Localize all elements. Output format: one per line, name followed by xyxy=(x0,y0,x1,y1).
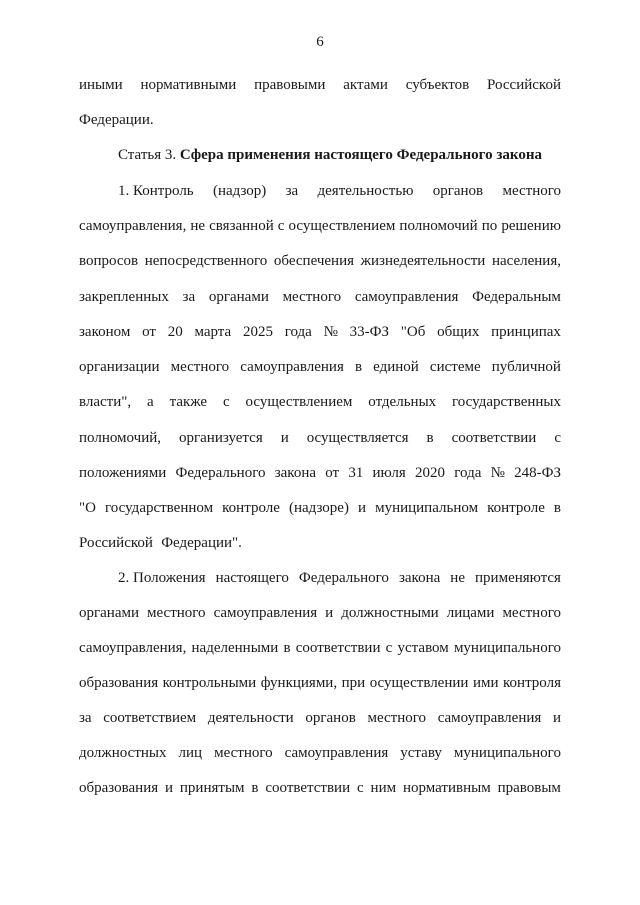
article-heading xyxy=(118,145,542,165)
word: в xyxy=(251,780,259,796)
word: самоуправления, xyxy=(79,640,187,656)
word: и xyxy=(552,710,561,726)
word: осуществлении xyxy=(369,675,469,691)
word: самоуправления xyxy=(284,745,389,761)
word: местного xyxy=(282,289,342,305)
text-line-5 xyxy=(79,251,561,271)
word: с xyxy=(277,218,285,234)
word: организации xyxy=(79,359,160,375)
word: № xyxy=(490,465,505,481)
word: в xyxy=(553,500,561,516)
text-line-15 xyxy=(79,603,561,623)
word: населения, xyxy=(491,253,561,269)
word: образования xyxy=(79,675,159,691)
word: принятым xyxy=(179,780,245,796)
word: 2020 xyxy=(415,465,445,481)
word: не xyxy=(450,570,465,586)
word: закона xyxy=(274,465,317,481)
text-line-4 xyxy=(79,216,561,236)
word: с xyxy=(357,780,364,796)
word: осуществляется xyxy=(306,430,409,446)
word: Федерального xyxy=(175,465,266,481)
word: местного xyxy=(502,183,561,199)
word: муниципального xyxy=(453,640,561,656)
word: 33-ФЗ xyxy=(349,324,390,340)
word: контроля xyxy=(503,675,561,691)
word: лицами xyxy=(446,605,495,621)
word: власти", xyxy=(79,394,132,410)
word: и xyxy=(325,605,334,621)
word: Российской xyxy=(79,535,153,551)
word: ими xyxy=(472,675,499,691)
word: должностных xyxy=(79,745,167,761)
word: и xyxy=(358,500,367,516)
word: жизнедеятельности xyxy=(360,253,486,269)
word: законом xyxy=(79,324,131,340)
word: марта xyxy=(194,324,232,340)
text-line-20 xyxy=(79,778,561,798)
word: и xyxy=(165,780,174,796)
word: года xyxy=(284,324,312,340)
text-line-6 xyxy=(79,287,561,307)
text-line-18 xyxy=(79,708,561,728)
word: осуществлением xyxy=(245,394,353,410)
word: Федеральным xyxy=(472,289,561,305)
word: при xyxy=(341,675,366,691)
word: (надзор) xyxy=(212,183,267,199)
word: июля xyxy=(372,465,406,481)
word: муниципальном xyxy=(375,500,479,516)
word: обеспечения xyxy=(273,253,355,269)
word: уставу xyxy=(400,745,442,761)
word: государственных xyxy=(452,394,561,410)
word: соответствии xyxy=(295,640,381,656)
word: настоящего xyxy=(215,570,289,586)
word: полномочий, xyxy=(79,430,162,446)
word: образования xyxy=(79,780,159,796)
word: 1. Контроль xyxy=(118,183,194,199)
word: 2. Положения xyxy=(118,570,206,586)
word: за xyxy=(182,289,196,305)
word: единой xyxy=(373,359,419,375)
word: общих xyxy=(437,324,480,340)
word: Федерации. xyxy=(79,112,154,128)
text-line-17 xyxy=(79,673,561,693)
word: государственном xyxy=(105,500,214,516)
word: Федерального xyxy=(298,570,389,586)
word: от xyxy=(325,465,340,481)
word: местного xyxy=(367,710,427,726)
word: за xyxy=(285,183,299,199)
word: 2025 xyxy=(242,324,273,340)
word: в xyxy=(283,640,291,656)
word: органов xyxy=(305,710,356,726)
word: самоуправления xyxy=(437,710,542,726)
word: также xyxy=(169,394,208,410)
word: 31 xyxy=(348,465,364,481)
word: актами xyxy=(343,77,388,93)
word: деятельности xyxy=(207,710,294,726)
word: и xyxy=(280,430,289,446)
text-line-2 xyxy=(79,110,561,130)
word: самоуправления, xyxy=(79,218,187,234)
word: 248-ФЗ xyxy=(514,465,561,481)
word: контрольными xyxy=(162,675,257,691)
word: соответствием xyxy=(103,710,197,726)
word: местного xyxy=(502,605,561,621)
word: самоуправления xyxy=(354,289,459,305)
text-line-12 xyxy=(79,498,561,518)
word: положениями xyxy=(79,465,167,481)
word: применяются xyxy=(475,570,561,586)
article-number: Статья 3. xyxy=(118,147,177,163)
word: закрепленных xyxy=(79,289,169,305)
word: иными xyxy=(79,77,123,93)
word: наделенными xyxy=(191,640,279,656)
text-line-11 xyxy=(79,463,561,483)
word: самоуправления xyxy=(213,605,318,621)
word: функциями, xyxy=(260,675,338,691)
word: а xyxy=(147,394,154,410)
word: принципах xyxy=(491,324,561,340)
text-line-9 xyxy=(79,392,561,412)
word: полномочий xyxy=(399,218,478,234)
text-line-8 xyxy=(79,357,561,377)
word: с xyxy=(554,430,561,446)
word: органами xyxy=(208,289,269,305)
word: Российской xyxy=(487,77,561,93)
text-line-7 xyxy=(79,322,561,342)
word: Федерации". xyxy=(161,535,242,551)
word: нормативным xyxy=(402,780,491,796)
word: 20 xyxy=(167,324,183,340)
text-line-19 xyxy=(79,743,561,763)
word: не xyxy=(190,218,206,234)
word: с xyxy=(385,640,393,656)
word: за xyxy=(79,710,92,726)
page-number: 6 xyxy=(316,34,324,50)
word: осуществлением xyxy=(288,218,396,234)
word: в xyxy=(354,359,363,375)
word: № xyxy=(323,324,338,340)
word: ним xyxy=(370,780,397,796)
word: вопросов xyxy=(79,253,139,269)
text-line-3 xyxy=(118,181,561,201)
word: в xyxy=(426,430,434,446)
word: соответствии xyxy=(451,430,537,446)
word: связанной xyxy=(209,218,274,234)
text-line-14 xyxy=(118,568,561,588)
word: местного xyxy=(170,359,230,375)
word: контроле xyxy=(222,500,280,516)
text-line-10 xyxy=(79,428,561,448)
word: решению xyxy=(501,218,561,234)
word: отдельных xyxy=(368,394,437,410)
article-title: Сфера применения настоящего Федерального закона xyxy=(179,147,542,163)
word: должностными xyxy=(341,605,439,621)
word: непосредственного xyxy=(144,253,268,269)
word: нормативными xyxy=(140,77,237,93)
word: субъектов xyxy=(405,77,470,93)
word: контроле xyxy=(487,500,545,516)
word: "Об xyxy=(400,324,426,340)
word: организуется xyxy=(178,430,263,446)
word: соответствии xyxy=(265,780,351,796)
word: (надзоре) xyxy=(288,500,349,516)
word: деятельностью xyxy=(317,183,414,199)
word: местного xyxy=(214,745,273,761)
word: лиц xyxy=(178,745,203,761)
text-line-1 xyxy=(79,75,561,95)
word: по xyxy=(481,218,498,234)
word: публичной xyxy=(491,359,561,375)
word: закона xyxy=(398,570,441,586)
word: правовым xyxy=(497,780,561,796)
word: системе xyxy=(429,359,481,375)
word: органов xyxy=(432,183,484,199)
word: муниципального xyxy=(453,745,561,761)
word: с xyxy=(222,394,230,410)
word: года xyxy=(454,465,482,481)
text-line-13 xyxy=(79,533,561,553)
word: органами xyxy=(79,605,140,621)
word: от xyxy=(142,324,156,340)
word: самоуправления xyxy=(240,359,344,375)
word: правовыми xyxy=(254,77,326,93)
text-line-16 xyxy=(79,638,561,658)
word: местного xyxy=(147,605,206,621)
word: уставом xyxy=(397,640,449,656)
word: "О xyxy=(79,500,96,516)
